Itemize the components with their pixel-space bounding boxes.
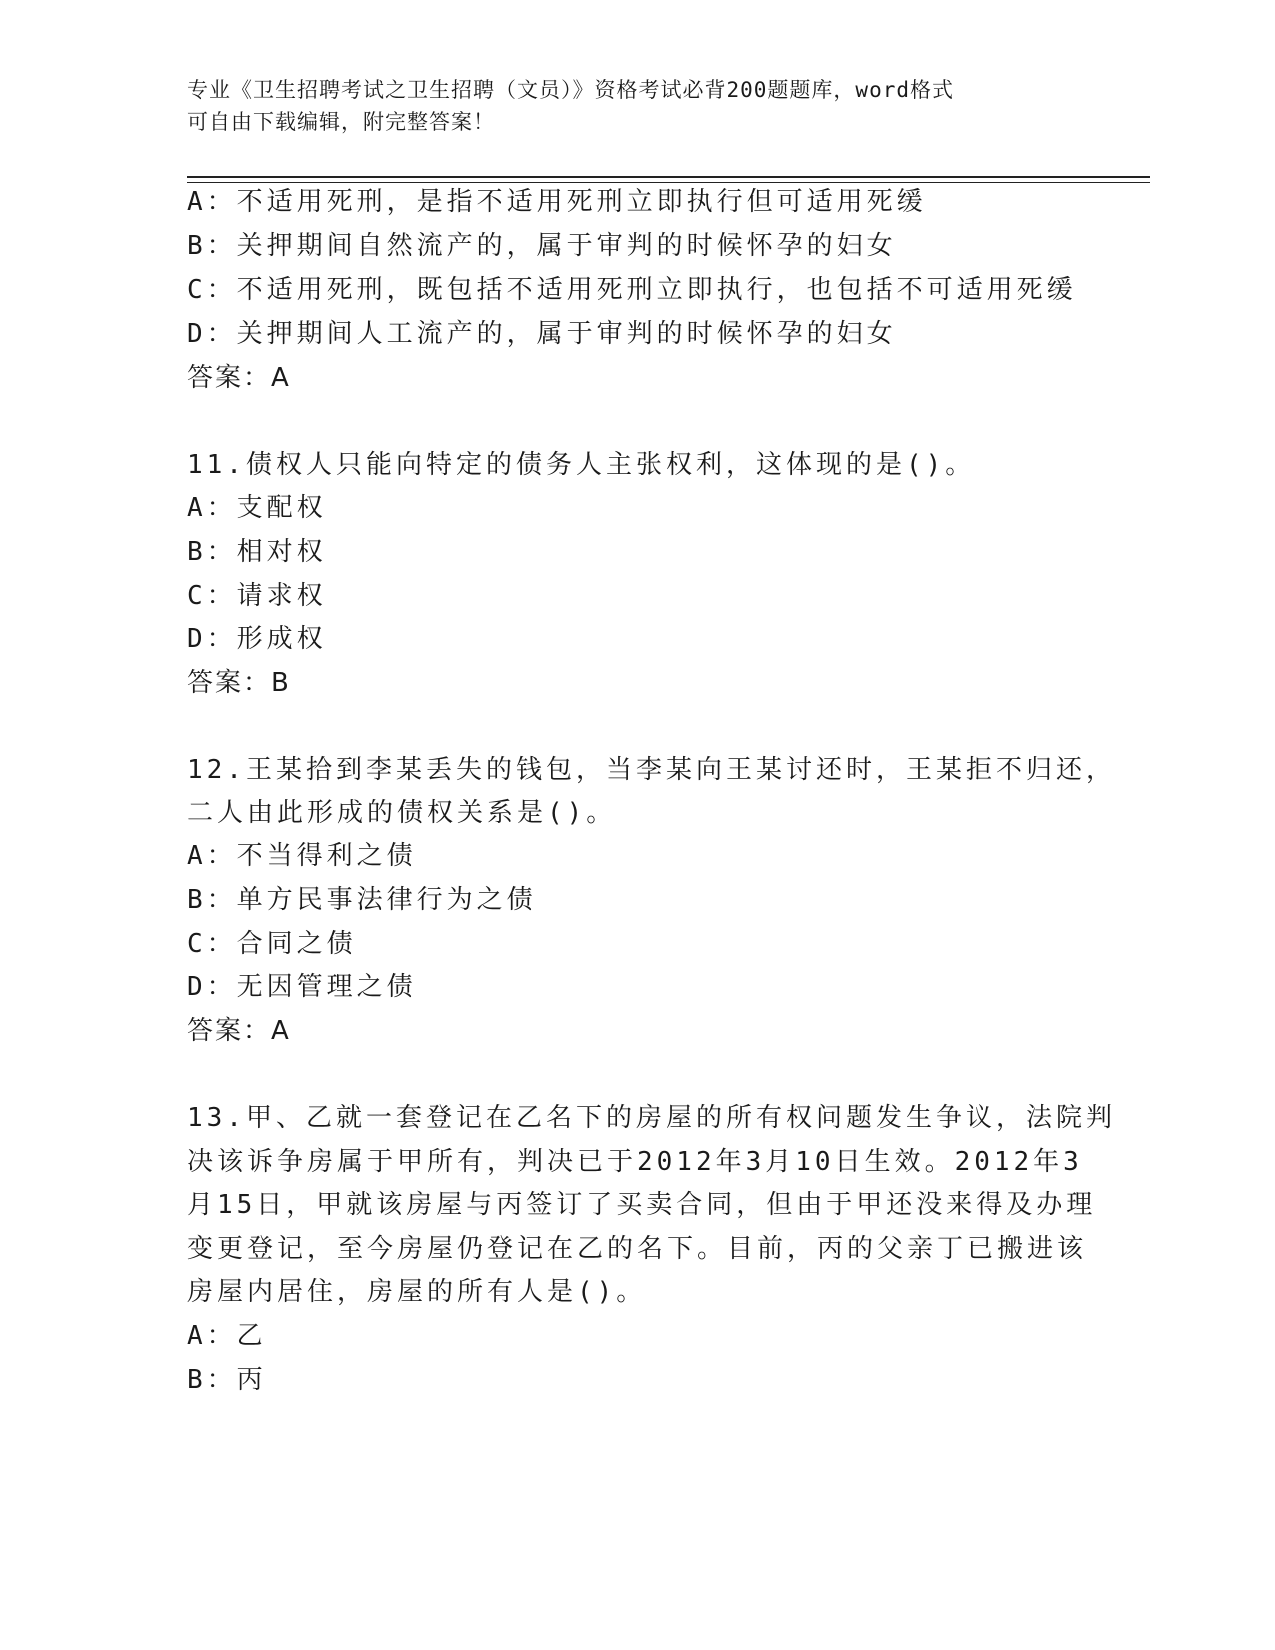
q13-stem-line-4: 变更登记，至今房屋仍登记在乙的名下。目前，丙的父亲丁已搬进该 [187,1234,1088,1264]
q12-option-d: D：无因管理之债 [187,972,417,1002]
q10-option-d: D：关押期间人工流产的，属于审判的时候怀孕的妇女 [187,319,897,349]
q11-option-d: D：形成权 [187,624,327,654]
q13-stem-line-2: 决该诉争房属于甲所有，判决已于2012年3月10日生效。2012年3 [187,1147,1083,1177]
q13-stem-line-3: 月15日，甲就该房屋与丙签订了买卖合同，但由于甲还没来得及办理 [187,1190,1097,1220]
q10-answer: 答案：A [187,363,291,393]
q11-option-c: C：请求权 [187,581,327,611]
q13-option-a: A：乙 [187,1321,267,1351]
q10-option-c: C：不适用死刑，既包括不适用死刑立即执行，也包括不可适用死缓 [187,275,1077,305]
q11-option-b: B：相对权 [187,537,327,567]
q13-option-b: B：丙 [187,1365,267,1395]
header-divider-thick [187,176,1150,178]
header-line-1: 专业《卫生招聘考试之卫生招聘（文员）》资格考试必背200题题库，word格式 [187,78,954,102]
q13-stem-line-5: 房屋内居住，房屋的所有人是()。 [187,1277,647,1307]
q12-option-a: A：不当得利之债 [187,841,417,871]
q10-option-a: A：不适用死刑，是指不适用死刑立即执行但可适用死缓 [187,187,927,217]
header-line-2: 可自由下载编辑，附完整答案！ [187,110,495,134]
q12-stem-line-1: 12.王某拾到李某丢失的钱包，当李某向王某讨还时，王某拒不归还， [187,755,1116,785]
q11-option-a: A：支配权 [187,493,327,523]
q13-stem-line-1: 13.甲、乙就一套登记在乙名下的房屋的所有权问题发生争议，法院判 [187,1103,1116,1133]
q12-stem-line-2: 二人由此形成的债权关系是()。 [187,798,617,828]
q12-answer: 答案：A [187,1016,291,1046]
q11-stem: 11.债权人只能向特定的债务人主张权利，这体现的是()。 [187,450,976,480]
q12-option-c: C：合同之债 [187,929,357,959]
document-header [187,74,1087,138]
q10-option-b: B：关押期间自然流产的，属于审判的时候怀孕的妇女 [187,231,897,261]
q12-option-b: B：单方民事法律行为之债 [187,885,537,915]
header-divider-thin [187,182,1150,183]
q11-answer: 答案：B [187,668,291,698]
